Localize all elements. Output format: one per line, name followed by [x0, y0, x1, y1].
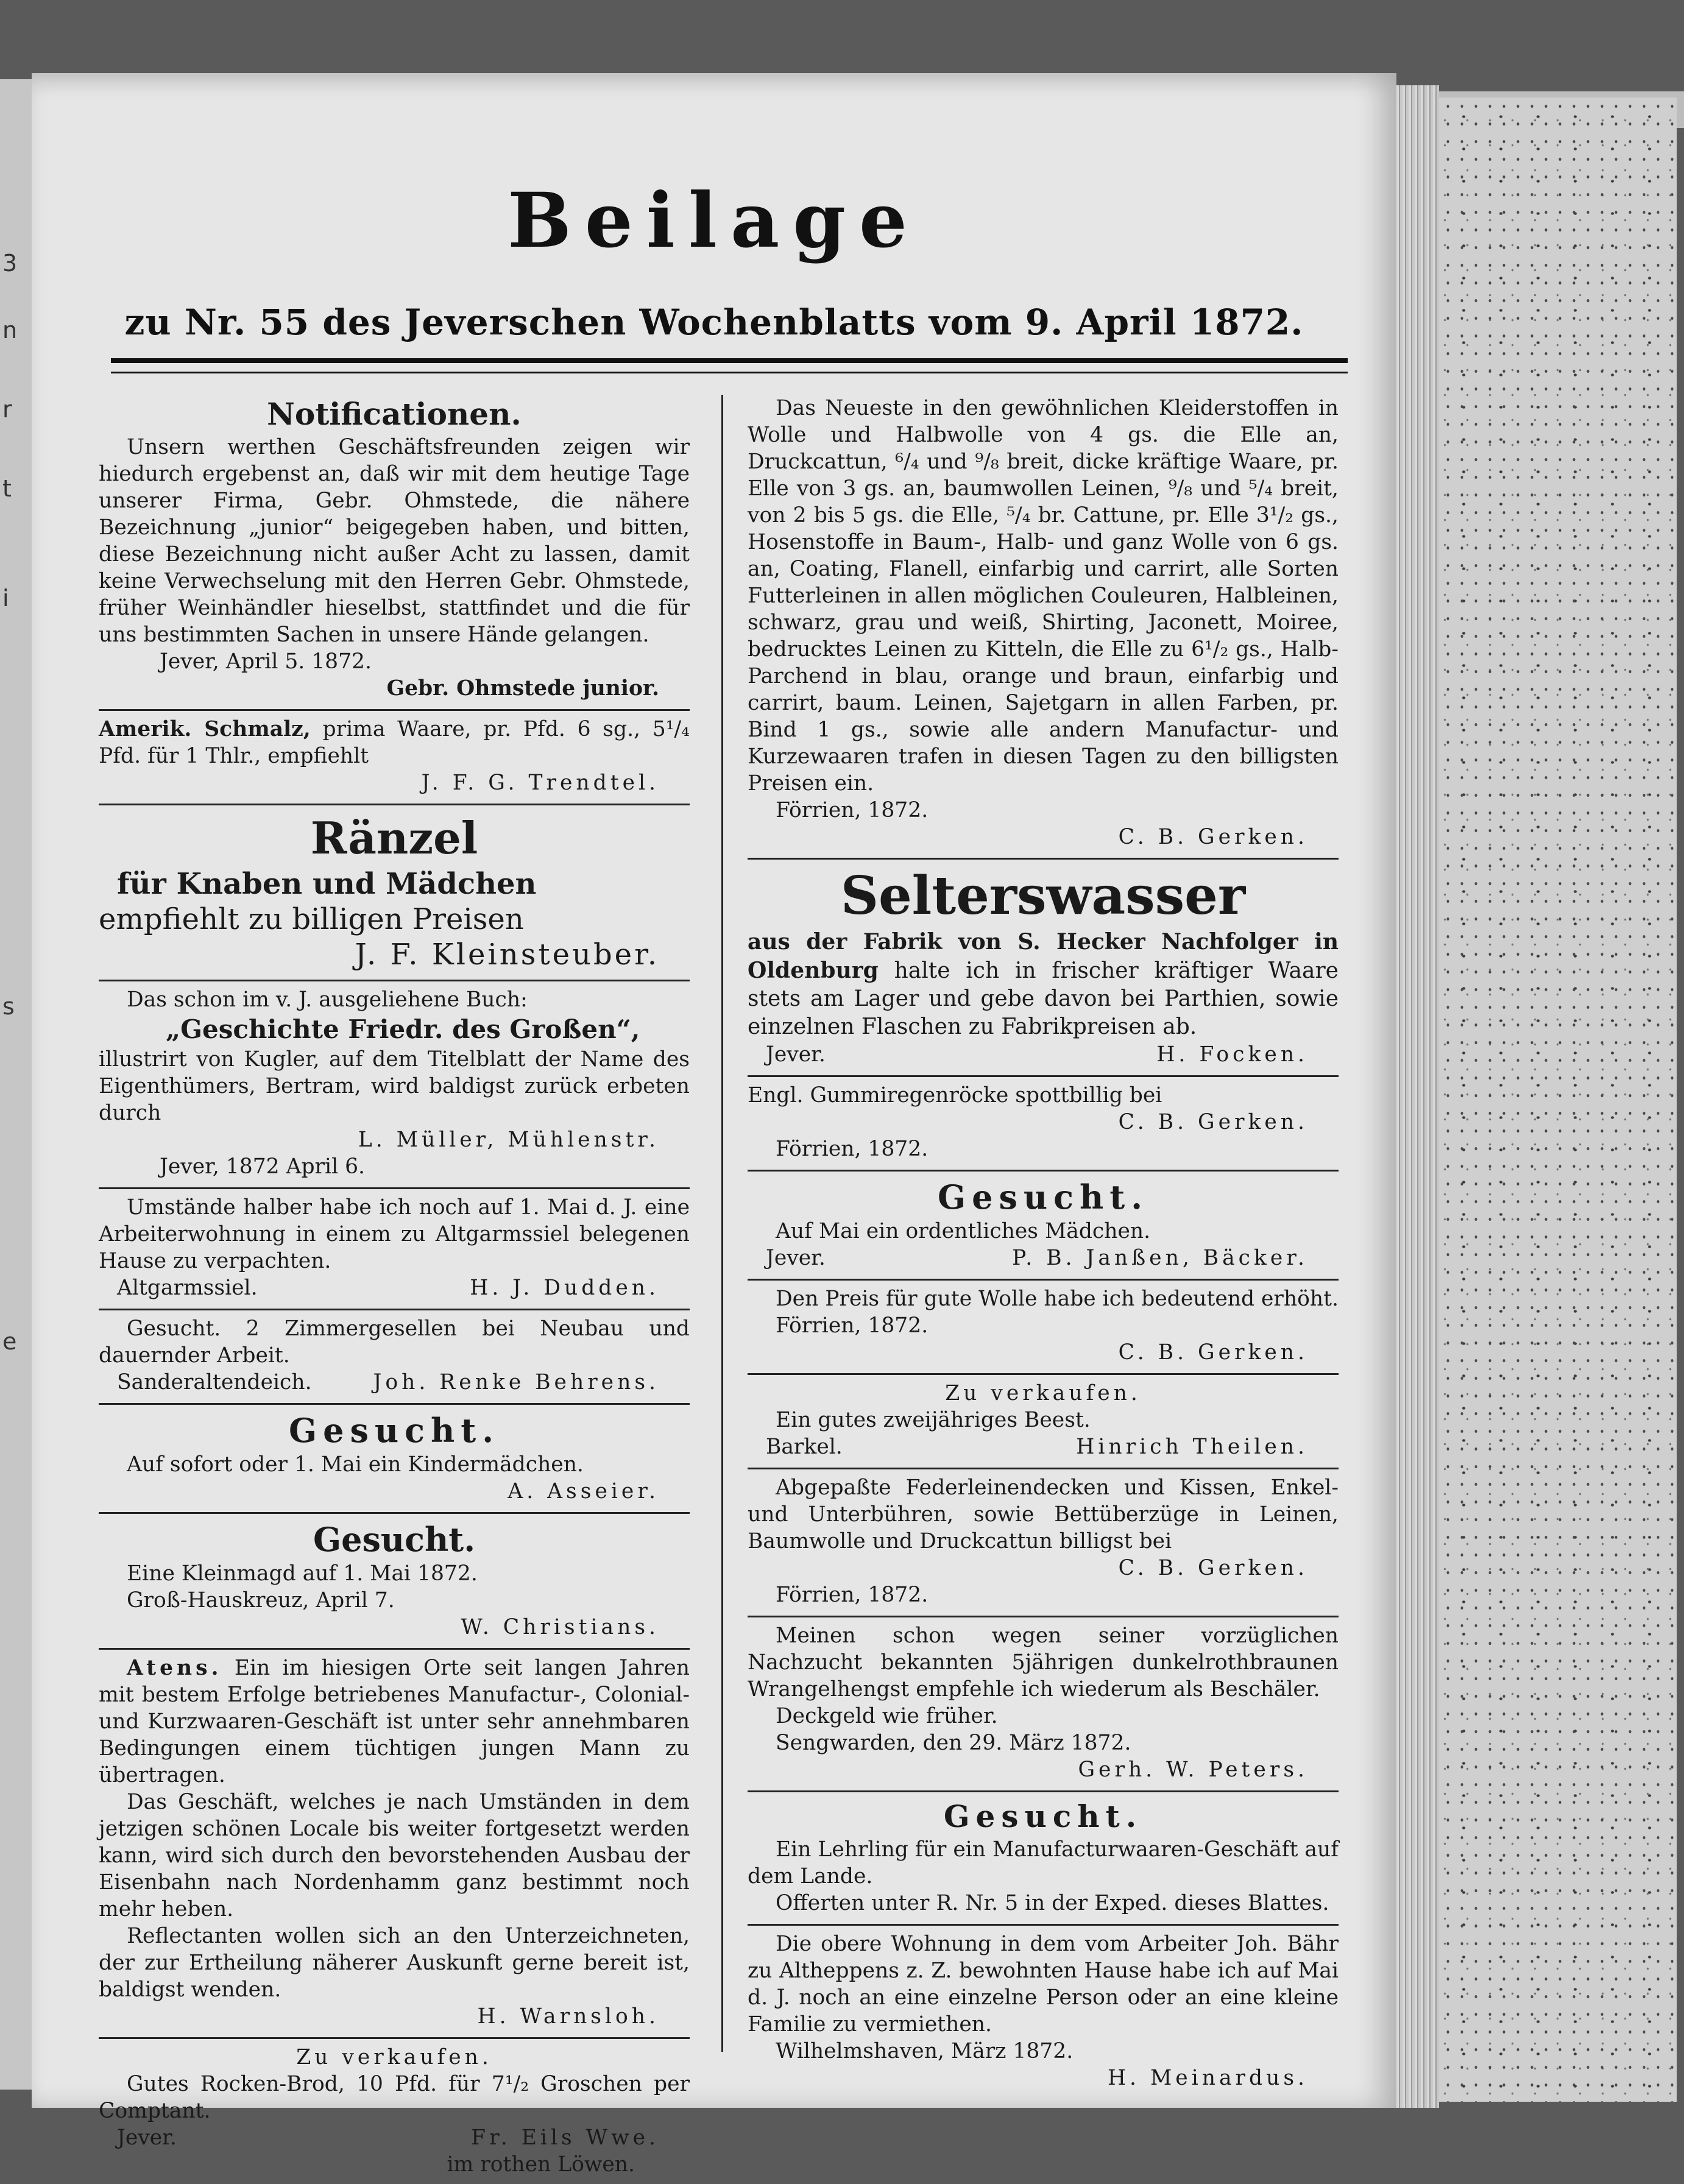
notice-signature: Gebr. Ohmstede junior. — [386, 676, 659, 701]
ad-schmalz — [99, 712, 690, 802]
masthead-title: Beilage — [508, 177, 921, 265]
ad-signature: J. F. G. Trendtel. — [421, 771, 659, 795]
ad-heading: Zu verkaufen. — [296, 2045, 492, 2069]
ad-lead: aus der Fabrik von S. Hecker Nachfolger in Oldenburg — [748, 929, 1339, 983]
ad-heading: Gesucht. — [288, 1411, 500, 1450]
ad-heading: Gesucht. — [313, 1520, 476, 1559]
ad-date: Förrien, 1872. — [776, 798, 929, 822]
newspaper-page — [32, 73, 1396, 2177]
ad-signature: P. B. Janßen, Bäcker. — [1012, 1246, 1308, 1270]
ad-signature: H. Warnsloh. — [477, 2004, 659, 2029]
separator-rule — [99, 804, 690, 805]
ad-signature: H. J. Dudden. — [470, 1276, 659, 1300]
notice-body: Unsern werthen Geschäftsfreunden zeigen wir hiedurch ergebenst an, daß wir mit dem heutige Tage unserer Firma, Gebr. Ohmstede, die nähere Bezeichnung „junior“ beigegeben haben, und bitten, diese Bezeichnung nicht außer Acht zu lassen, damit keine Verwechselung mit den Herren Gebr. Ohmstede, früher Weinhändler hieselbst, stattfindet und die für uns bestimmten Sachen in unsere Hände gelangen. — [99, 435, 690, 647]
ad-body: Ein gutes zweijähriges Beest. — [776, 1408, 1091, 1432]
ad-signature: J. F. Kleinsteuber. — [355, 938, 659, 972]
ad-date: Förrien, 1872. — [776, 1583, 929, 1607]
notice-date: Jever, April 5. 1872. — [160, 649, 372, 674]
ad-body: Das Neueste in den gewöhnlichen Kleiderstoffen in Wolle und Halbwolle von 4 gs. die Elle an, Druckcattun, ⁶/₄ und ⁹/₈ breit, dicke kräftige Waare, pr. Elle von 3 gs. an, baumwollen Leinen, ⁹/₈ und ⁵/₄ breit, von 2 bis 5 gs. die Elle, ⁵/₄ br. Cattune, pr. Elle 3¹/₂ gs., Hosenstoffe in Baum-, Halb- und ganz Wolle von 6 gs. an, Coating, Flanell, einfarbig und carrirt, alle Sorten Futterleinen in allen möglichen Couleuren, Halbleinen, schwarz, grau und weiß, Shirting, Jaconett, Moiree, bedrucktes Leinen zu Kitteln, die Elle zu 6¹/₂ gs., Halb-Parchend in blau, orange und braun, einfarbig und carrirt, baum. Leinen, Sajetgarn in allen Farben, pr. Bind 1 gs., sowie alle andern Manufactur- und Kurzewaaren trafen in diesen Tagen zu den billigsten Preisen ein. — [748, 396, 1339, 796]
ad-signature-line2: im rothen Löwen. — [447, 2152, 635, 2177]
edge-fragment: i — [2, 585, 9, 612]
separator-rule — [748, 1924, 1339, 1926]
separator-rule — [748, 1373, 1339, 1375]
ad-lead: Amerik. Schmalz, — [99, 717, 311, 741]
ad-obere-wohnung — [748, 1927, 1339, 2097]
masthead-subtitle: zu Nr. 55 des Jeverschen Wochenblatts vom 9. April 1872. — [124, 302, 1304, 343]
separator-rule — [99, 1309, 690, 1310]
ad-federleinendecken — [748, 1471, 1339, 1614]
ad-body: Eine Kleinmagd auf 1. Mai 1872. — [127, 1561, 478, 1586]
notice-heading: Notificationen. — [267, 396, 522, 432]
ad-date: Jever, 1872 April 6. — [160, 1154, 365, 1179]
separator-rule — [748, 1790, 1339, 1792]
ad-atens — [99, 1651, 690, 2036]
ad-body: Die obere Wohnung in dem vom Arbeiter Joh. Bähr zu Altheppens z. Z. bewohnten Hause habe ich auf Mai d. J. noch an eine einzelne Person oder an eine kleine Familie zu vermiethen. — [748, 1932, 1339, 2037]
notice-notificationen — [99, 391, 690, 708]
ad-body: Deckgeld wie früher. — [776, 1704, 998, 1728]
ad-body: Gesucht. 2 Zimmergesellen bei Neubau und dauernder Arbeit. — [99, 1316, 690, 1368]
column-divider — [721, 395, 723, 2052]
ad-gummiregenroecke — [748, 1078, 1339, 1168]
ad-body: Meinen schon wegen seiner vorzüglichen Nachzucht bekannten 5jährigen dunkelrothbraunen Wrangelhengst empfehle ich wiederum als Beschäler. — [748, 1624, 1339, 1702]
ad-signature: Hinrich Theilen. — [1076, 1435, 1308, 1459]
ad-date: Groß-Hauskreuz, April 7. — [127, 1588, 395, 1613]
ad-kleiderstoffe — [748, 391, 1339, 857]
ad-buch — [99, 983, 690, 1186]
separator-rule — [99, 1187, 690, 1189]
separator-rule — [99, 1403, 690, 1405]
ad-lead: Atens. — [127, 1656, 222, 1680]
ad-signature: W. Christians. — [461, 1615, 659, 1639]
ad-maedchen — [748, 1173, 1339, 1278]
separator-rule — [99, 980, 690, 981]
ad-wohnung — [99, 1190, 690, 1307]
separator-rule — [748, 1468, 1339, 1469]
ad-signature: C. B. Gerken. — [1118, 1556, 1308, 1580]
ad-place: Altgarmssiel. — [117, 1276, 258, 1300]
ad-heading: Gesucht. — [943, 1798, 1143, 1834]
ad-body: Auf Mai ein ordentliches Mädchen. — [776, 1219, 1151, 1243]
ad-heading: Gesucht. — [937, 1178, 1149, 1217]
ad-place: Jever. — [766, 1042, 826, 1067]
ad-place: Jever. — [117, 2126, 177, 2150]
ad-date: Sengwarden, den 29. März 1872. — [776, 1731, 1131, 1755]
separator-rule — [748, 1075, 1339, 1077]
edge-fragment: t — [2, 475, 12, 502]
ad-place: Barkel. — [766, 1435, 843, 1459]
ad-line: empfiehlt zu billigen Preisen — [99, 902, 524, 936]
ad-body: Ein Lehrling für ein Manufacturwaaren-Geschäft auf dem Lande. — [748, 1837, 1339, 1889]
ad-signature: C. B. Gerken. — [1118, 1110, 1308, 1134]
ad-body: Abgepaßte Federleinendecken und Kissen, Enkel- und Unterbühren, sowie Bettüberzüge in Leinen, Baumwolle und Druckcattun billigst bei — [748, 1475, 1339, 1553]
separator-rule — [748, 858, 1339, 860]
ad-signature: H. Meinardus. — [1107, 2066, 1308, 2090]
ad-signature: H. Focken. — [1156, 1042, 1308, 1067]
book-cover-board — [1427, 97, 1677, 2102]
ad-book-title: „Geschichte Friedr. des Großen“, — [166, 1014, 640, 1044]
separator-rule — [99, 709, 690, 711]
ad-body: illustrirt von Kugler, auf dem Titelblatt der Name des Eigenthümers, Bertram, wird baldigst zurück erbeten durch — [99, 1047, 690, 1125]
separator-rule — [748, 1616, 1339, 1617]
ad-body: prima Waare, pr. Pfd. 6 sg., 5¹/₄ Pfd. für 1 Thlr., empfiehlt — [99, 717, 690, 768]
ad-lehrling — [748, 1793, 1339, 1923]
ad-place: Sanderaltendeich. — [117, 1370, 312, 1394]
ad-signature: C. B. Gerken. — [1118, 1340, 1308, 1365]
edge-fragment: s — [2, 993, 15, 1020]
ad-brod — [99, 2040, 690, 2184]
ad-date: Förrien, 1872. — [776, 1313, 929, 1338]
ad-kindermaedchen — [99, 1406, 690, 1511]
separator-rule — [748, 1279, 1339, 1281]
ad-signature: Joh. Renke Behrens. — [373, 1370, 659, 1394]
edge-fragment: n — [2, 317, 18, 344]
right-column — [748, 391, 1339, 2097]
ad-beest — [748, 1376, 1339, 1466]
ad-body: Das Geschäft, welches je nach Umständen in dem jetzigen schönen Locale bis weiter fortgesetzt werden kann, wird sich durch den bevorstehenden Ausbau der Eisenbahn nach Nordenhamm ganz bestimmt noch mehr heben. — [99, 1790, 690, 1921]
ad-signature: Gerh. W. Peters. — [1078, 1758, 1308, 1782]
ad-signature: A. Asseier. — [508, 1479, 659, 1504]
ad-heading: Selterswasser — [840, 865, 1246, 927]
ad-body: halte ich in frischer kräftiger Waare stets am Lager und gebe davon bei Parthien, sowie einzelnen Flaschen zu Fabrikpreisen ab. — [748, 958, 1339, 1039]
separator-rule — [99, 2037, 690, 2039]
previous-page-edge — [0, 79, 34, 2090]
ad-intro: Das schon im v. J. ausgeliehene Buch: — [127, 988, 528, 1012]
separator-rule — [748, 1170, 1339, 1172]
ad-date: Förrien, 1872. — [776, 1137, 929, 1161]
ad-body: Den Preis für gute Wolle habe ich bedeutend erhöht. — [776, 1287, 1339, 1311]
ad-signature: Fr. Eils Wwe. — [471, 2126, 659, 2150]
separator-rule — [99, 1648, 690, 1650]
ad-heading: Ränzel — [310, 812, 478, 864]
ad-body: Reflectanten wollen sich an den Unterzeichneten, der zur Ertheilung näherer Auskunft gerne bereit ist, baldigst wenden. — [99, 1924, 690, 2002]
ad-zimmergesellen — [99, 1312, 690, 1402]
ad-date: Wilhelmshaven, März 1872. — [776, 2039, 1074, 2063]
left-column — [99, 391, 690, 2184]
edge-fragment: e — [2, 1328, 17, 1355]
ad-body: Offerten unter R. Nr. 5 in der Exped. dieses Blattes. — [776, 1891, 1329, 1915]
ad-place: Jever. — [766, 1246, 826, 1270]
ad-selterswasser — [748, 861, 1339, 1074]
separator-rule — [99, 1512, 690, 1514]
ad-raenzel — [99, 807, 690, 978]
ad-body: Umstände halber habe ich noch auf 1. Mai d. J. eine Arbeiterwohnung in einem zu Altgarmssiel belegenen Hause zu verpachten. — [99, 1195, 690, 1273]
ad-signature: C. B. Gerken. — [1118, 825, 1308, 849]
ad-body: Auf sofort oder 1. Mai ein Kindermädchen. — [127, 1452, 584, 1477]
ad-heading: Zu verkaufen. — [945, 1381, 1141, 1405]
masthead-rule — [111, 358, 1348, 373]
edge-fragment: 3 — [2, 250, 18, 277]
ad-wolle — [748, 1282, 1339, 1372]
edge-fragment: r — [2, 396, 12, 423]
page-stack-edge — [1396, 85, 1439, 2108]
ad-kleinmagd — [99, 1515, 690, 1647]
ad-hengst — [748, 1619, 1339, 1789]
ad-body: Engl. Gummiregenröcke spottbillig bei — [748, 1083, 1162, 1108]
ad-body: Ein im hiesigen Orte seit langen Jahren mit bestem Erfolge betriebenes Manufactur-, Colonial- und Kurzwaaren-Geschäft ist unter sehr annehmbaren Bedingungen einem tüchtigen jungen Mann zu übertragen. — [99, 1656, 690, 1787]
ad-signature: L. Müller, Mühlenstr. — [358, 1128, 659, 1152]
ad-line: für Knaben und Mädchen — [117, 867, 537, 901]
ad-body: Gutes Rocken-Brod, 10 Pfd. für 7¹/₂ Groschen per Comptant. — [99, 2072, 690, 2123]
